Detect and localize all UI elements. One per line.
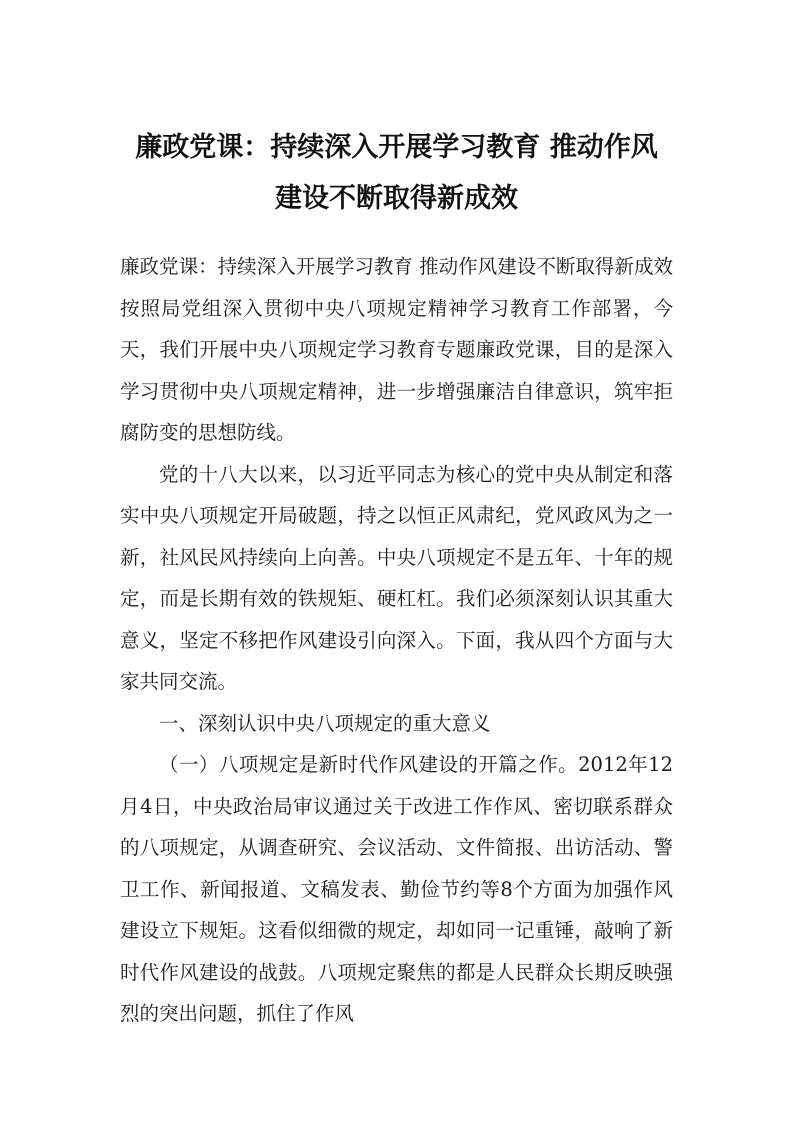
paragraph-background: 党的十八大以来，以习近平同志为核心的党中央从制定和落实中央八项规定开局破题，持之以恒正风肃纪，党风政风为之一新，社风民风持续向上向善。中央八项规定不是五年、十年的规定，而是长期有效的铁规矩、硬杠杠。我们必须深刻认识其重大意义，坚定不移把作风建设引向深入。下面，我从四个方面与大家共同交流。 [120,462,673,693]
section-heading-1: 一、深刻认识中央八项规定的重大意义 [159,711,491,735]
document-body [120,246,713,1035]
title-line-2: 建设不断取得新成效 [275,183,518,214]
paragraph-subsection-1: （一）八项规定是新时代作风建设的开篇之作。2012年12月4日，中央政治局审议通过关于改进工作作风、密切联系群众的八项规定，从调查研究、会议活动、文件简报、出访活动、警卫工作、新闻报道、文稿发表、勤俭节约等8个方面为加强作风建设立下规矩。这看似细微的规定，却如同一记重锤，敲响了新时代作风建设的战鼓。八项规定聚焦的都是人民群众长期反映强烈的突出问题，抓住了作风 [120,753,673,1025]
title-line-1: 廉政党课：持续深入开展学习教育 推动作风 [135,132,658,163]
paragraph-intro: 廉政党课：持续深入开展学习教育 推动作风建设不断取得新成效 按照局党组深入贯彻中央八项规定精神学习教育工作部署，今天，我们开展中央八项规定学习教育专题廉政党课，目的是深入学习贯彻中央八项规定精神，进一步增强廉洁自律意识，筑牢拒腐防变的思想防线。 [120,255,713,444]
document-title [120,0,673,224]
